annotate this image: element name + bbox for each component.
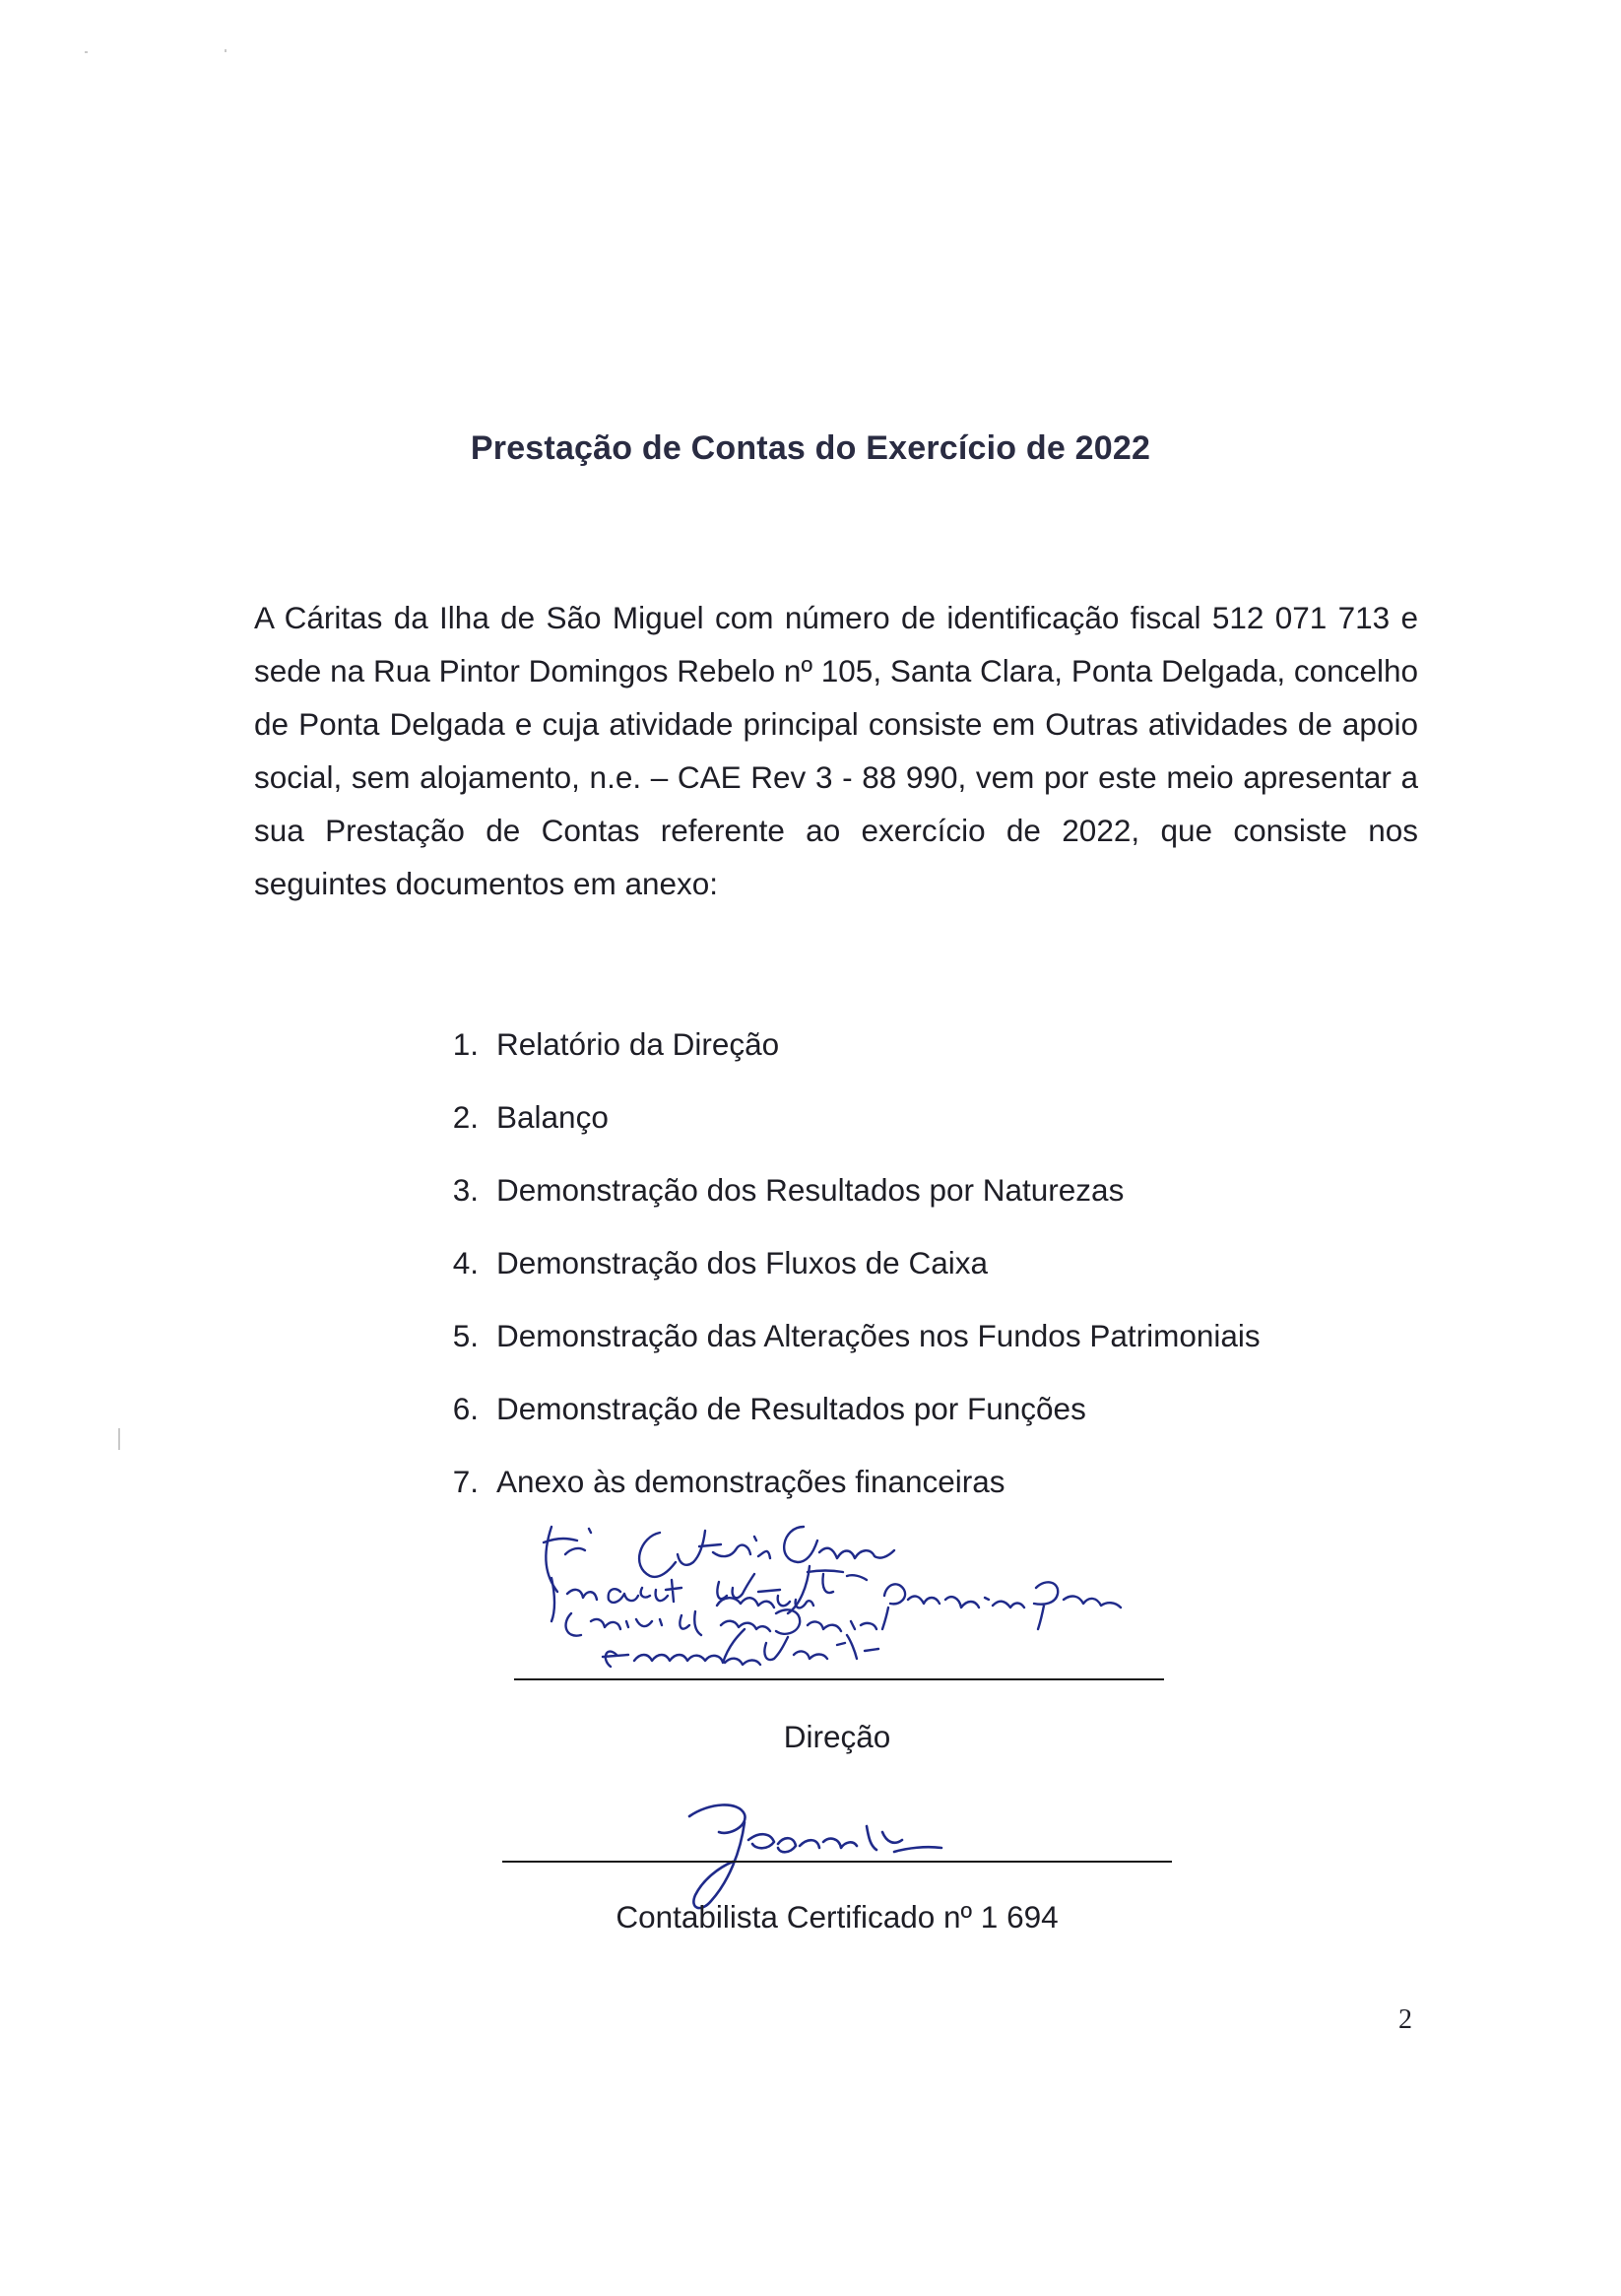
scan-speck (85, 51, 88, 53)
page-title: Prestação de Contas do Exercício de 2022 (470, 429, 1151, 467)
attachment-item (423, 1024, 1261, 1097)
scan-speck (118, 1428, 120, 1450)
attachment-list (423, 1024, 1261, 1535)
board-signatures (512, 1497, 1201, 1694)
board-signature-line (514, 1678, 1164, 1680)
attachment-item (423, 1170, 1261, 1243)
attachment-label: Demonstração dos Resultados por Naturezas (496, 1172, 1125, 1208)
attachment-label: Relatório da Direção (496, 1026, 780, 1062)
attachment-number: 4. (452, 1245, 479, 1280)
intro-paragraph: A Cáritas da Ilha de São Miguel com número de identificação fiscal 512 071 713 e sede na Rua Pintor Domingos Rebelo nº 105, Santa Clara, Ponta Delgada, concelho de Ponta Delgada e cuja atividade principal consiste em Outras atividades de apoio social, sem alojamento, n.e. – CAE Rev 3 - 88 990, vem por este meio apresentar a sua Prestação de Contas referente ao exercício de 2022, que consiste nos seguintes documentos em anexo: (254, 600, 1418, 901)
attachment-number: 1. (452, 1026, 479, 1062)
attachment-item (423, 1097, 1261, 1170)
attachment-number: 6. (452, 1391, 479, 1426)
accountant-label: Contabilista Certificado nº 1 694 (616, 1899, 1059, 1935)
attachment-label: Balanço (496, 1099, 609, 1135)
handwritten-signature (512, 1497, 1201, 1694)
attachment-item (423, 1316, 1261, 1389)
attachment-number: 7. (452, 1464, 479, 1499)
attachment-label: Anexo às demonstrações financeiras (496, 1464, 1005, 1499)
attachment-label: Demonstração das Alterações nos Fundos Patrimoniais (496, 1318, 1261, 1353)
attachment-label: Demonstração dos Fluxos de Caixa (496, 1245, 988, 1280)
attachment-item (423, 1389, 1261, 1462)
scan-speck (225, 49, 227, 52)
attachment-label: Demonstração de Resultados por Funções (496, 1391, 1086, 1426)
attachment-number: 2. (452, 1099, 479, 1135)
board-label: Direção (783, 1719, 891, 1754)
page-number: 2 (1398, 2004, 1412, 2035)
attachment-item (423, 1243, 1261, 1316)
accountant-signature-line (502, 1861, 1172, 1863)
attachment-number: 5. (452, 1318, 479, 1353)
attachment-number: 3. (452, 1172, 479, 1208)
